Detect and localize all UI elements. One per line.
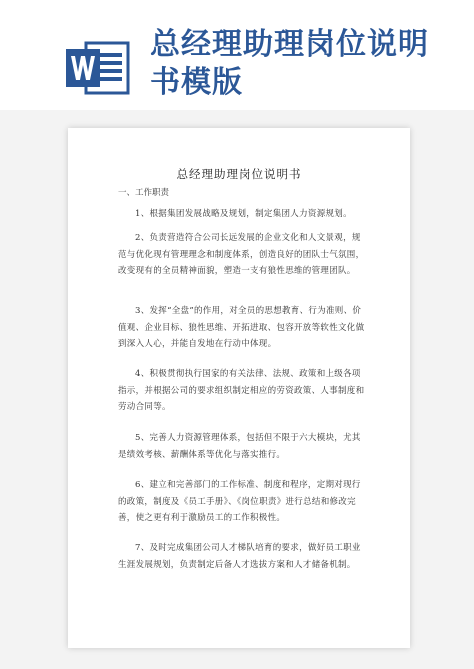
- paragraph-4: 4、积极贯彻执行国家的有关法律、法规、政策和上级各项指示，并根据公司的要求组织制定相应的劳资政策、人事制度和劳动合同等。: [118, 369, 365, 412]
- paragraph-1: 1、根据集团发展战略及规划，制定集团人力资源规划。: [135, 209, 352, 219]
- paragraph-6: 6、建立和完善部门的工作标准、制度和程序，定期对现行的政策，制度及《员工手册》、《岗位职责》进行总结和修改完善，使之更有利于激励员工的工作积极性。: [118, 480, 361, 523]
- banner: [0, 0, 474, 110]
- paragraph-7: 7、及时完成集团公司人才梯队培育的要求，做好员工职业生涯发展规划，负责制定后备人才选拔方案和人才储备机制。: [118, 543, 361, 570]
- word-document-icon: [66, 41, 130, 95]
- document-page: [68, 128, 410, 648]
- document-title: 总经理助理岗位说明书: [176, 167, 302, 181]
- paragraph-3: 3、发挥“全盘”的作用，对全员的思想教育、行为准则、价值观、企业目标、狼性思维、开拓进取、包容开放等软性文化做到深入人心，并能自发地在行动中体现。: [118, 306, 365, 349]
- banner-title: 总经理助理岗位说明书模版: [150, 27, 429, 100]
- paragraph-5: 5、完善人力资源管理体系，包括但不限于六大模块，尤其是绩效考核、薪酬体系等优化与落实推行。: [118, 433, 361, 460]
- section-heading: 一、工作职责: [118, 188, 170, 198]
- paragraph-2: 2、负责营造符合公司长远发展的企业文化和人文景观，规范与优化现有管理理念和制度体系，创造良好的团队士气氛围，改变现有的全员精神面貌，塑造一支有狼性思维的管理团队。: [118, 233, 365, 276]
